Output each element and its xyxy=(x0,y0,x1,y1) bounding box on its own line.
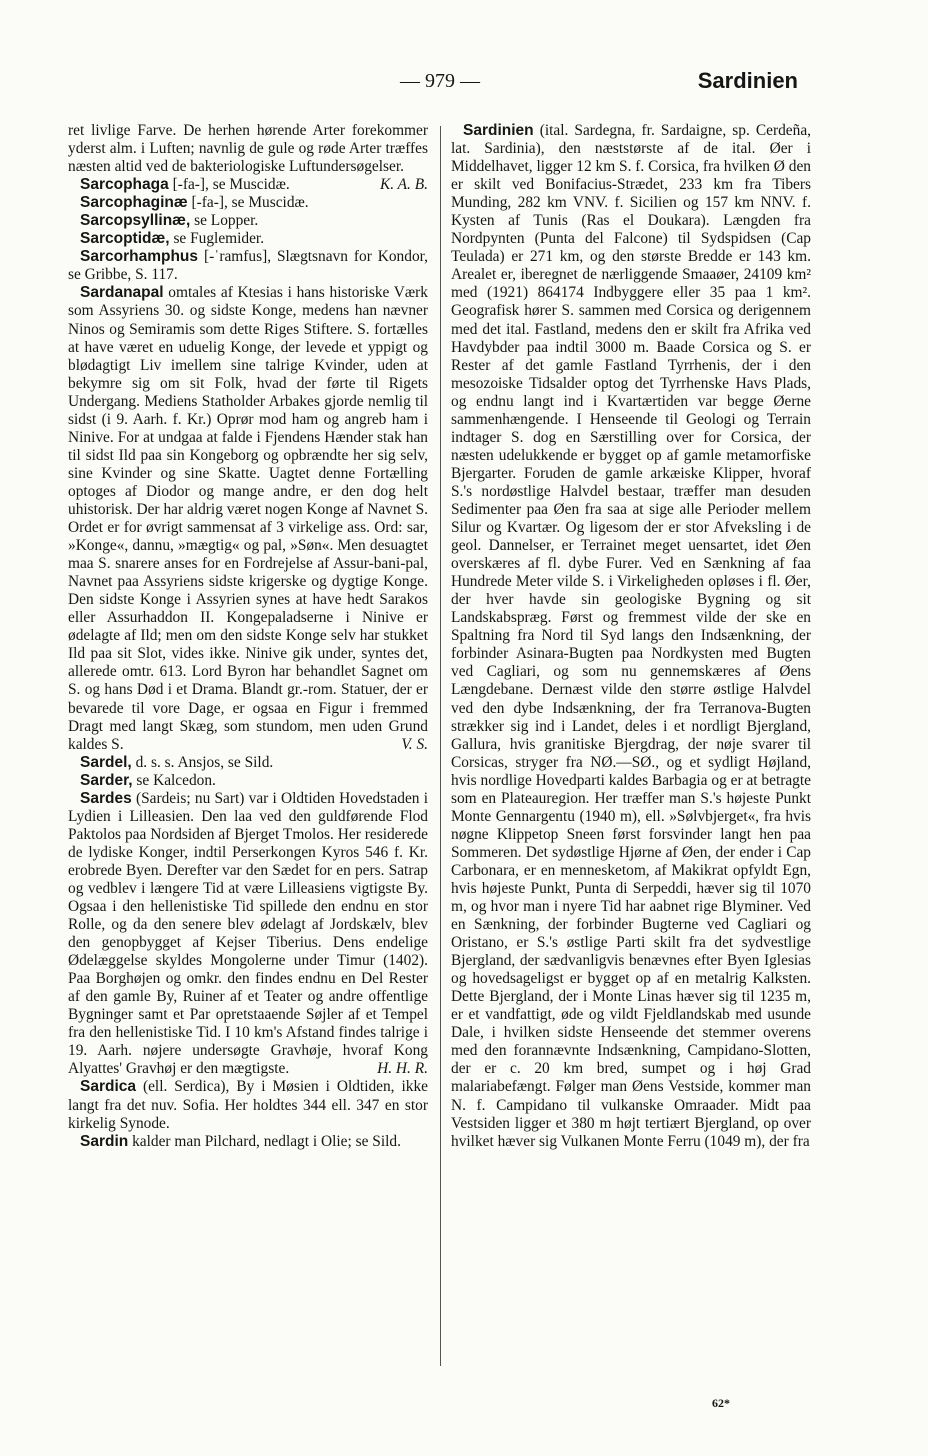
entry-text: (Sardeis; nu Sart) var i Oldtiden Hovedstaden i Lydien i Lilleasien. Den laa ved den guldførende Flod Paktolos paa Nordsiden af Bjerget Tmolos. Her residerede de lydiske Konger, indtil Perserkongen Kyros 546 f. Kr. erobrede Byen. Derefter var den Sædet for en pers. Satrap og vedblev i længere Tid at være Lilleasiens vigtigste By. Ogsaa i den hellenistiske Tid spillede den endnu en stor Rolle, og da den senere blev ødelagt af Jordskælv, blev den genopbygget af Kejser Tiberius. Dens endelige Ødelæggelse skyldes Mongolerne under Timur (1402). Paa Borghøjen og omkr. den findes endnu en Del Rester af den gamle By, Ruiner af et Teater og andre offentlige Bygninger samt et Par opretstaaende Søjler af et Tempel fra den hellenistiske Tid. I 10 km's Afstand findes talrige i 19. Aarh. nøjere undersøgte Gravhøje, hvoraf Kong Alyattes' Gravhøj er den mægtigste. xyxy=(68,789,428,1078)
author-signature: H. H. R. xyxy=(377,1060,428,1078)
entry-headword: Sardel, xyxy=(80,753,132,771)
entry-text: se Kalcedon. xyxy=(136,771,216,789)
entry-headword: Sarder, xyxy=(80,771,133,789)
column-divider xyxy=(440,126,441,1366)
dictionary-entry xyxy=(68,212,428,230)
entry-text: (ital. Sardegna, fr. Sardaigne, sp. Cerdeña, lat. Sardinia), den næststørste af de ital. Øer i Middelhavet, ligger 12 km S. f. Corsica, fra hvilken Ø den er skilt ved Bonifacius-Strædet, 233 km fra Tibers Munding, 282 km VNV. f. Sicilien og 157 km NNV. f. Kysten af Tunis (Ras el Doukara). Længden fra Nordpynten (Punta del Falcone) til Sydspidsen (Cap Teulada) er 271 km, og den største Bredde er 143 km. Arealet er, iberegnet de nærliggende Smaaøer, 24109 km² med (1921) 864174 Indbyggere eller 35 paa 1 km². Geografisk hører S. sammen med Corsica og derigennem med det ital. Fastland, medens den er skilt fra Afrika ved Havdybder paa indtil 3000 m. Baade Corsica og S. er Rester af det gamle Fastland Tyrrhenis, der i den mesozoiske Tidsalder optog det Tyrrhenske Havs Plads, og endnu langt ind i Kvartærtiden var begge Øerne sammenhængende. I Henseende til Geologi og Terrain indtager S. dog en Særstilling over for Corsica, der næsten udelukkende er bygget op af gamle metamorfiske Bjergarter. Foruden de gamle arkæiske Klipper, hvoraf S.'s nordøstlige Halvdel bestaar, træffer man desuden Sedimenter paa Øen fra saa at sige alle Perioder mellem Silur og Kvartær. Og ligesom der er stor Afveksling i de geol. Dannelser, er Terrainet meget uensartet, idet Øen overskæres af fl. dybe Furer. Ved en Sænkning af faa Hundrede Meter vilde S. i Virkeligheden opløses i fl. Øer, der hver havde sin geologiske Bygning og sit Landskabspræg. Først og fremmest vilde der ske en Spaltning fra Nord til Syd langs den Indsænkning, der forbinder Asinara-Bugten paa Nordkysten med Bugten ved Cagliari, og som nu gennemskæres af Øens Længdebane. Dernæst vilde den større østlige Halvdel ved den dybe Indsænkning, der fra Terranova-Bugten strækker sig ind i Landet, deles i et nordligt Bjergland, Gallura, hvis granitiske Bjergdrag, der nøje svarer til Corsicas, stryger fra NØ.—SØ., og et sydligt Højland, hvis nordlige Hovedparti kaldes Barbagia og er at betragte som en Plateauregion. Her træffer man S.'s højeste Punkt Monte Gennargentu (1940 m), ell. »Sølvbjerget«, fra hvis nøgne Klippetop Sneen først forsvinder langt hen paa Sommeren. Det sydøstlige Hjørne af Øen, der ender i Cap Carbonara, er en mennesketom, af Makikrat opfyldt Egn, hvis højeste Punkt, Punta di Serpeddi, hæver sig til 1070 m, og hvor man i nyere Tid har aabnet rige Blyminer. Ved en Sænkning, der forbinder Bugterne ved Cagliari og Oristano, er S.'s østlige Parti skilt fra det sydvestlige Bjergland, der sædvanligvis benævnes efter Byen Iglesias og hovedsageligst er bygget op af en metalrig Kalksten. Dette Bjergland, der i Monte Linas hæver sig til 1235 m, er et vandfattigt, øde og vildt Fjeldlandskab med usunde Dale, i hvilken sidste Henseende det stemmer overens med den forannævnte Indsænkning, Campidano-Slotten, der er c. 20 km bred, sumpet og i høj Grad malariabefængt. Følger man Øens Vestside, kommer man N. f. Campidano til vulkanske Omraader. Midt paa Vestsiden ligger et 380 m højt tertiært Bjergland, op over hvilket hæver sig Vulkanen Monte Ferru (1049 m), der fra xyxy=(451,122,811,1150)
sheet-mark: 62* xyxy=(712,1396,730,1410)
dictionary-entry xyxy=(68,194,428,212)
entry-text: se Lopper. xyxy=(194,212,259,230)
entry-headword: Sardica xyxy=(80,1078,137,1096)
dictionary-entry xyxy=(68,1078,428,1132)
author-signature: V. S. xyxy=(401,735,428,753)
right-column xyxy=(451,122,811,1151)
dictionary-entry xyxy=(68,1133,428,1151)
page-number: — 979 — xyxy=(400,70,480,92)
entry-headword: Sarcoptidæ, xyxy=(80,230,170,248)
entry-text: ret livlige Farve. De herhen hørende Arter forekommer yderst alm. i Luften; navnlig de gule og røde Arter træffes næsten altid ved de bakteriologiske Luftundersøgelser. xyxy=(68,122,428,176)
entry-headword: Sardanapal xyxy=(80,284,164,302)
entry-headword: Sardes xyxy=(80,789,132,807)
dictionary-entry xyxy=(68,284,428,753)
page-header xyxy=(0,62,928,102)
dictionary-entry xyxy=(451,122,811,1151)
entry-text: [-ˈramfus], Slægtsnavn for Kondor, se Gribbe, S. 117. xyxy=(68,248,428,284)
left-column xyxy=(68,122,428,1151)
entry-headword: Sardinien xyxy=(463,122,534,139)
author-signature: K. A. B. xyxy=(379,176,428,194)
entry-text: kalder man Pilchard, nedlagt i Olie; se Sild. xyxy=(132,1132,401,1150)
entry-text: [-fa-], se Muscidæ. xyxy=(191,194,309,212)
entry-headword: Sarcophaga xyxy=(80,176,169,194)
dictionary-entry xyxy=(68,790,428,1079)
dictionary-entry xyxy=(68,772,428,790)
entry-text: (ell. Serdica), By i Møsien i Oldtiden, ikke langt fra det nuv. Sofia. Her holdtes 344 ell. 347 en stor kirkelig Synode. xyxy=(68,1078,428,1132)
entry-headword: Sarcopsyllinæ, xyxy=(80,212,191,230)
entry-text: se Fuglemider. xyxy=(173,230,265,248)
dictionary-entry xyxy=(68,754,428,772)
entry-headword: Sardin xyxy=(80,1132,129,1150)
entry-text: d. s. s. Ansjos, se Sild. xyxy=(135,753,274,771)
entry-text: [-fa-], se Muscidæ. xyxy=(172,176,290,194)
dictionary-entry xyxy=(68,248,428,284)
entry-headword: Sarcophaginæ xyxy=(80,194,188,212)
entry-headword: Sarcorhamphus xyxy=(80,248,199,266)
running-head: Sardinien xyxy=(697,68,798,93)
dictionary-entry xyxy=(68,230,428,248)
entry-text: omtales af Ktesias i hans historiske Værk som Assyriens 30. og sidste Konge, medens han nævner Ninos og Semiramis som dette Riges Stiftere. S. fortælles at have været en uduelig Konge, der levede et yppigt og blødagtigt Liv imellem sine talrige Kvinder, uden at bekymre sig om sit Folk, hvad der førte til Rigets Undergang. Mediens Statholder Arbakes gjorde nemlig til sidst (i 9. Aarh. f. Kr.) Oprør mod ham og angreb ham i Ninive. For at undgaa at falde i Fjendens Hænder stak han til sidst Ild paa sin Kongeborg og opbrændte her sig selv, sine Kvinder og sine Skatte. Uagtet denne Fortælling optoges af Diodor og mange andre, er den dog helt uhistorisk. Der har aldrig været nogen Konge af Navnet S. Ordet er for øvrigt sammensat af 3 virkelige ass. Ord: sar, »Konge«, dannu, »mægtig« og pal, »Søn«. Men desuagtet maa S. snarere anses for en Fordrejelse af Assur-bani-pal, Navnet paa Assyriens sidste krigerske og dygtige Konge. Den sidste Konge i Assyrien synes at have hedt Sarakos eller Assurhaddon II. Kongepaladserne i Ninive er ødelagte af Ild; men om den sidste Konge selv har stukket Ild paa sit Slot, vides ikke. Ninive gik under, syntes det, allerede omtr. 613. Lord Byron har behandlet Sagnet om S. og hans Død i et Drama. Blandt gr.-rom. Statuer, der er bevarede til vore Dage, er ogsaa en Figur i fremmed Dragt med langt Skæg, som stundom, men uden Grund kaldes S. xyxy=(68,284,428,753)
